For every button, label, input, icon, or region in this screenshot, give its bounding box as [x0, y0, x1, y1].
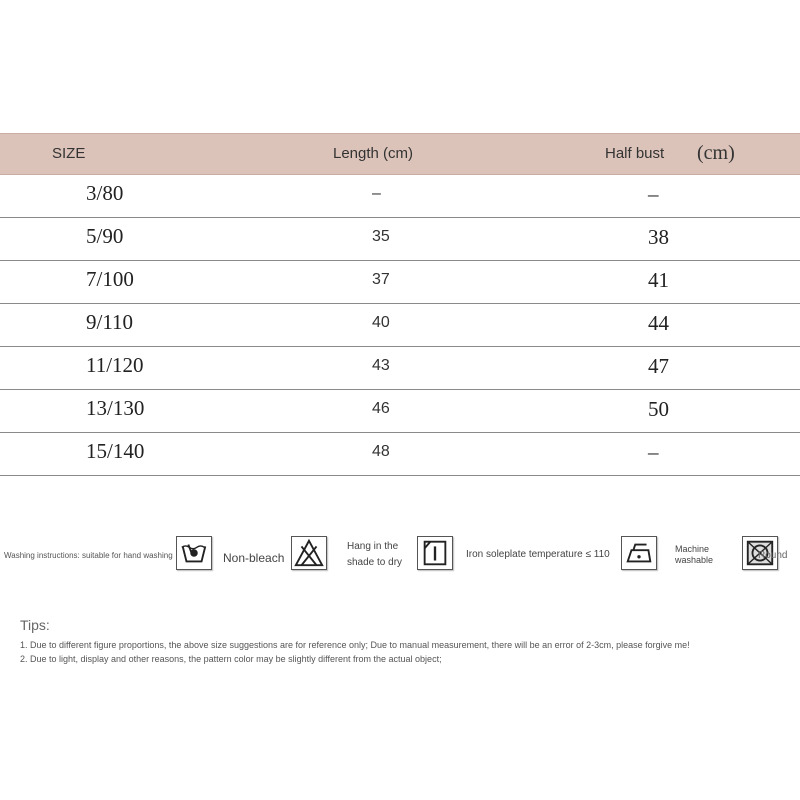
cell-size: 9/110 — [86, 310, 134, 334]
cell-size: 7/100 — [86, 267, 134, 291]
round-label: Round — [758, 550, 788, 561]
tip-item-2: 2. Due to light, display and other reasons, the pattern color may be slightly different from the actual object; — [20, 654, 442, 664]
cell-length: 37 — [372, 271, 390, 288]
cell-half-bust: 47 — [648, 354, 669, 378]
header-size: SIZE — [52, 145, 86, 162]
table-row — [0, 347, 800, 390]
hang-label-2: shade to dry — [347, 557, 403, 568]
cell-size: 3/80 — [86, 181, 124, 205]
cell-length: – — [372, 185, 381, 202]
cell-half-bust: – — [648, 182, 659, 206]
hand-wash-icon — [176, 536, 212, 570]
iron-icon — [621, 536, 657, 570]
cell-half-bust: 41 — [648, 268, 669, 292]
cell-size: 5/90 — [86, 224, 124, 248]
cell-length: 46 — [372, 400, 390, 417]
table-row — [0, 390, 800, 433]
cell-length: 40 — [372, 314, 390, 331]
cell-size: 11/120 — [86, 353, 144, 377]
cell-half-bust: 44 — [648, 311, 669, 335]
header-length: Length (cm) — [333, 145, 414, 162]
table-row — [0, 433, 800, 476]
header-half-bust: Half bust — [605, 145, 665, 162]
table-header — [0, 133, 800, 175]
header-unit: (cm) — [697, 142, 735, 164]
shade-dry-icon — [417, 536, 453, 570]
machine-label-1: Machine — [675, 544, 710, 554]
tip-item-1: 1. Due to different figure proportions, the above size suggestions are for reference only; Due to manual measurement, there will be an error of 2-3cm, please forgive me! — [20, 640, 690, 650]
washing-label: Washing instructions: suitable for hand washing — [4, 551, 173, 560]
non-bleach-label: Non-bleach — [223, 551, 285, 565]
cell-length: 35 — [372, 228, 390, 245]
cell-half-bust: 38 — [648, 225, 669, 249]
care-instructions — [0, 530, 800, 580]
cell-half-bust: 50 — [648, 397, 669, 421]
size-table — [0, 133, 800, 476]
no-bleach-icon — [291, 536, 327, 570]
hang-label-1: Hang in the — [347, 541, 399, 552]
cell-size: 15/140 — [86, 439, 145, 463]
table-row — [0, 218, 800, 261]
cell-half-bust: – — [648, 440, 659, 464]
cell-length: 43 — [372, 357, 390, 374]
tips-section — [20, 617, 690, 665]
tips-title: Tips: — [20, 617, 50, 633]
cell-length: 48 — [372, 443, 390, 460]
table-row — [0, 175, 800, 218]
cell-size: 13/130 — [86, 396, 145, 420]
iron-label: Iron soleplate temperature ≤ 110 — [466, 549, 610, 560]
table-row — [0, 261, 800, 304]
machine-label-2: washable — [675, 555, 714, 565]
table-row — [0, 304, 800, 347]
